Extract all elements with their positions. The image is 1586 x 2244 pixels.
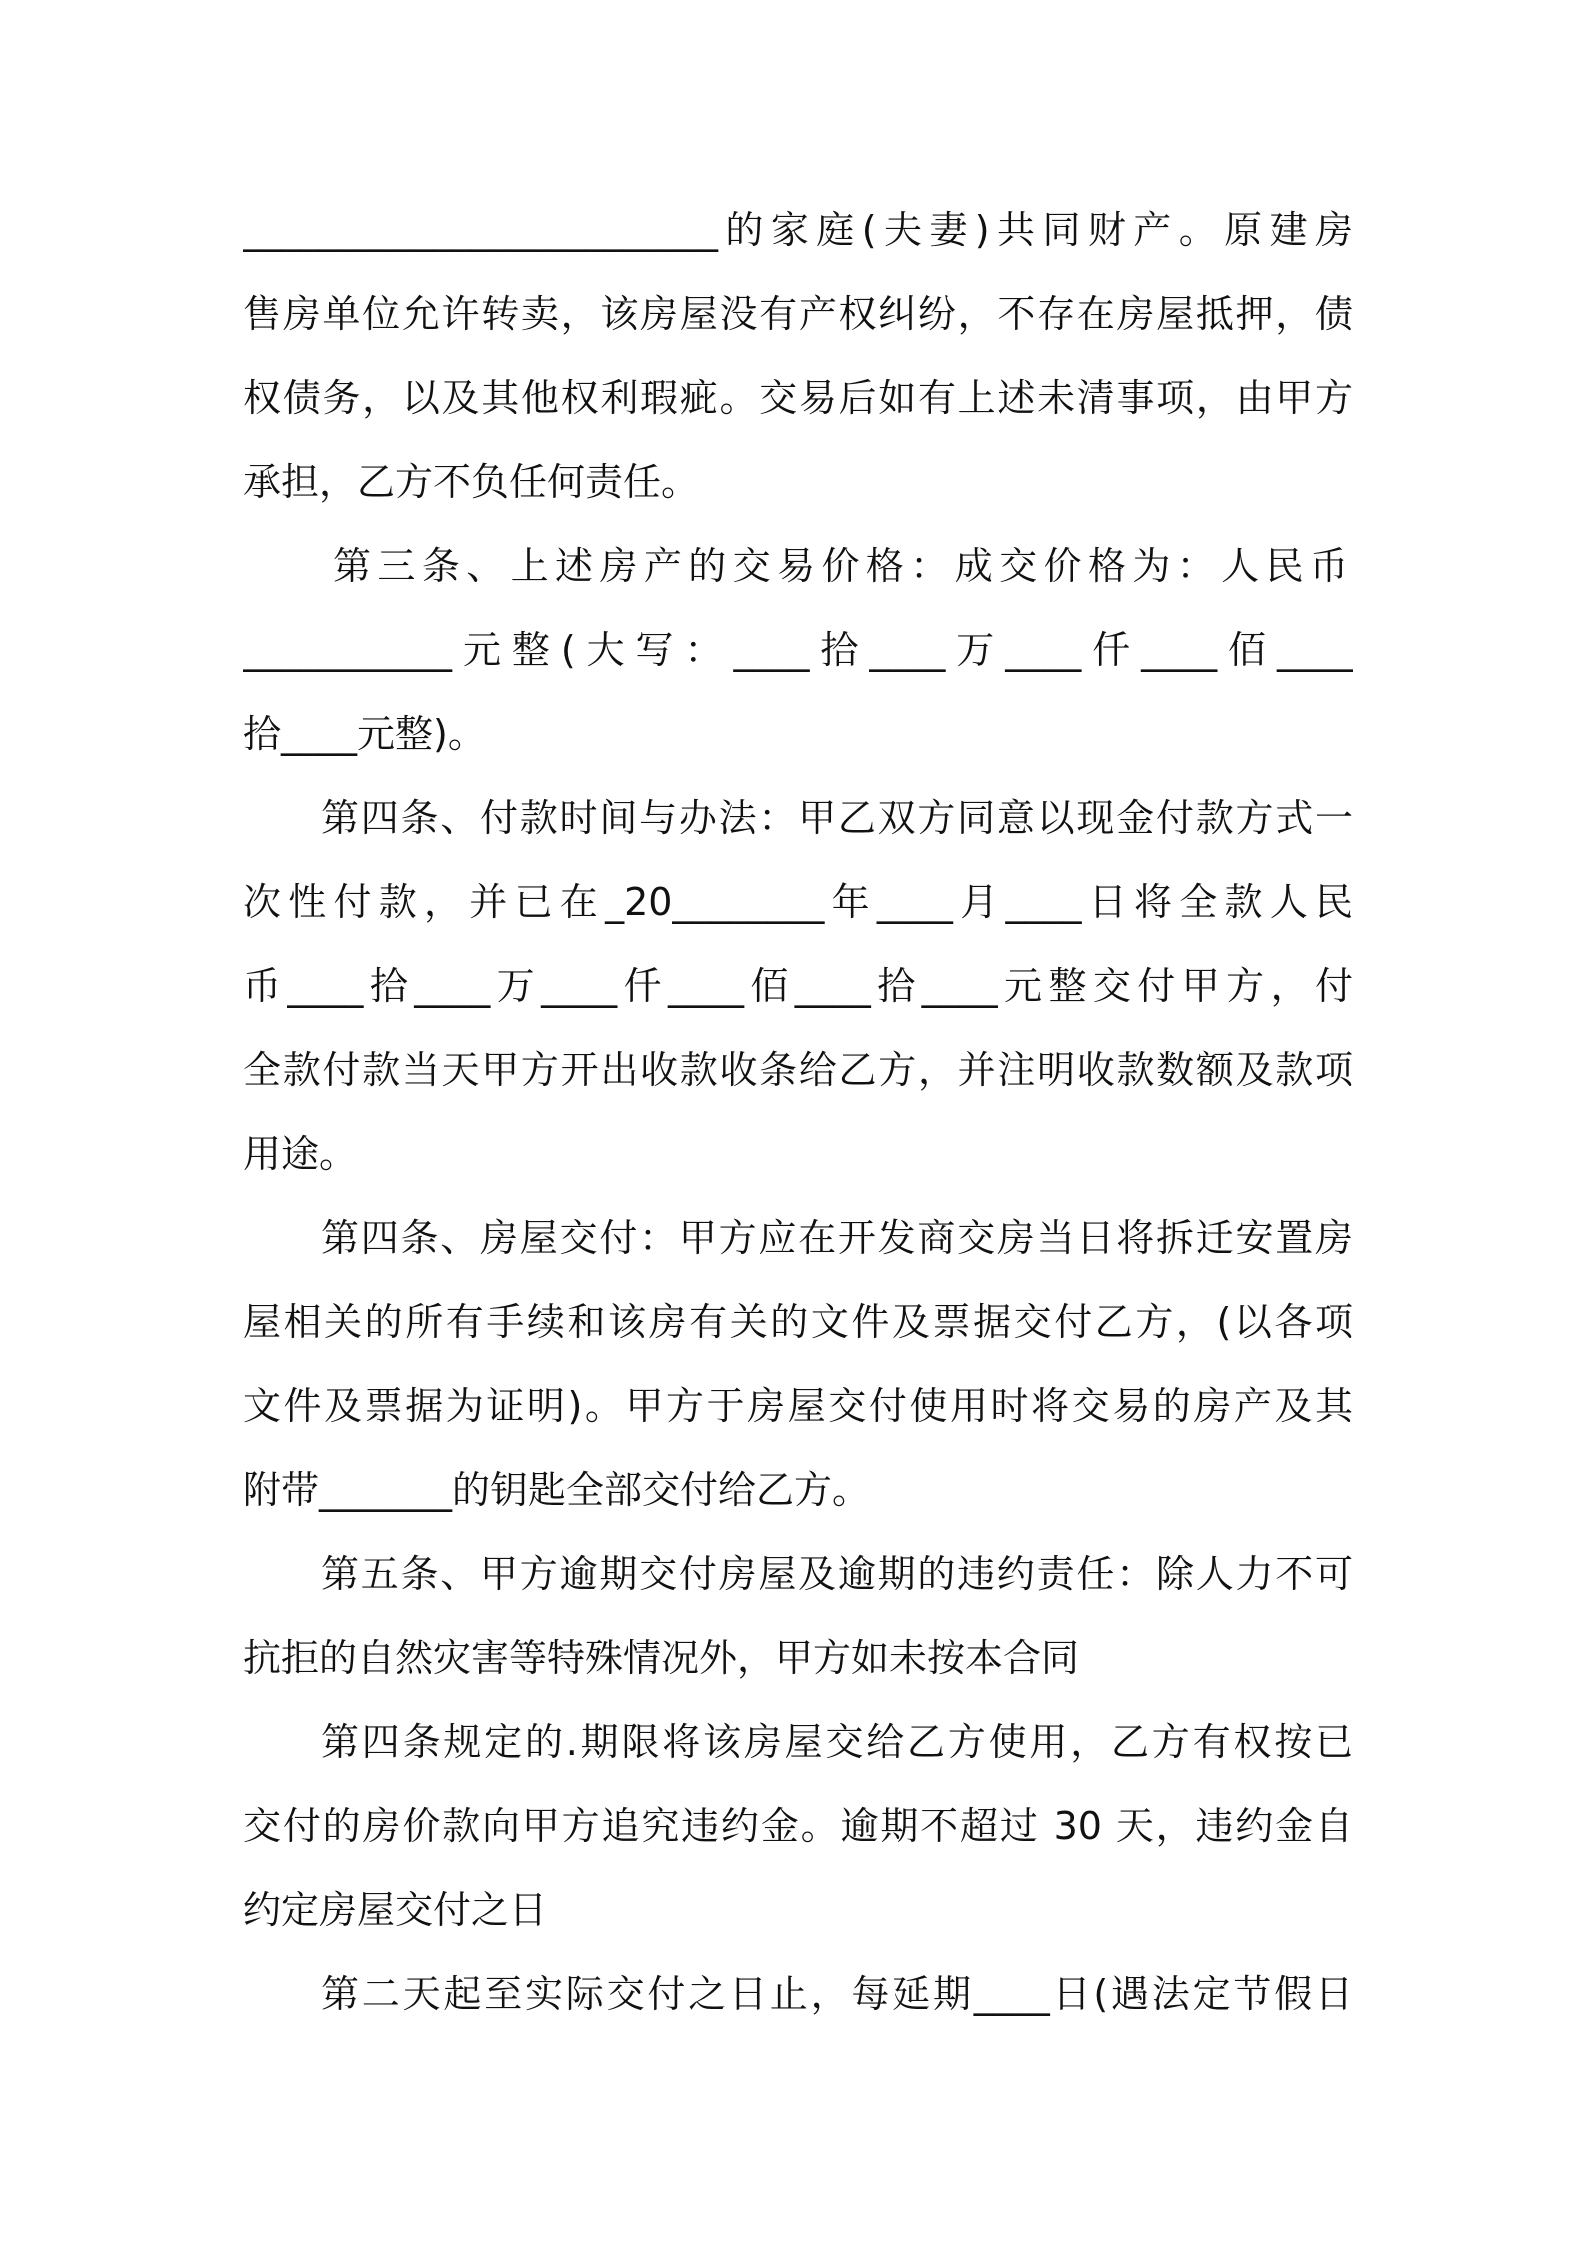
article-4-delivery-heading-line: 第四条、房屋交付：甲方应在开发商交房当日将拆迁安置房 (321, 1216, 1353, 1260)
text-line: 约定房屋交付之日 (243, 1888, 548, 1932)
text-line: 交付的房价款向甲方追究违约金。逾期不超过 30 天，违约金自 (243, 1804, 1353, 1848)
text-line: ___________元整(大写：____拾____万____仟____佰____ (243, 628, 1353, 672)
text-line: 承担，乙方不负任何责任。 (243, 460, 700, 504)
text-line: 币____拾____万____仟____佰____拾____元整交付甲方，付 (243, 964, 1353, 1008)
text-line: 拾____元整)。 (243, 712, 486, 756)
paragraph-start-line: 第四条规定的.期限将该房屋交给乙方使用，乙方有权按已 (321, 1720, 1353, 1764)
text-line: 附带_______的钥匙全部交付给乙方。 (243, 1468, 871, 1512)
article-4-payment-heading-line: 第四条、付款时间与办法：甲乙双方同意以现金付款方式一 (321, 796, 1353, 840)
text-line: 权债务，以及其他权利瑕疵。交易后如有上述未清事项，由甲方 (243, 376, 1353, 420)
text-line: 文件及票据为证明)。甲方于房屋交付使用时将交易的房产及其 (243, 1384, 1353, 1428)
text-line: 屋相关的所有手续和该房有关的文件及票据交付乙方，(以各项 (243, 1300, 1353, 1344)
paragraph-start-line: 第二天起至实际交付之日止，每延期____日(遇法定节假日 (321, 1972, 1353, 2016)
text-line: 次性付款，并已在_20________年____月____日将全款人民 (243, 880, 1353, 924)
text-line: _________________________的家庭(夫妻)共同财产。原建房 (243, 208, 1353, 252)
text-line: 售房单位允许转卖，该房屋没有产权纠纷，不存在房屋抵押，债 (243, 292, 1353, 336)
text-line: 全款付款当天甲方开出收款收条给乙方，并注明收款数额及款项 (243, 1048, 1353, 1092)
article-3-heading-line: 第三条、上述房产的交易价格：成交价格为：人民币 (333, 544, 1353, 588)
text-line: 用途。 (243, 1132, 358, 1176)
text-line: 抗拒的自然灾害等特殊情况外，甲方如未按本合同 (243, 1636, 1080, 1680)
article-5-heading-line: 第五条、甲方逾期交付房屋及逾期的违约责任：除人力不可 (321, 1552, 1353, 1596)
